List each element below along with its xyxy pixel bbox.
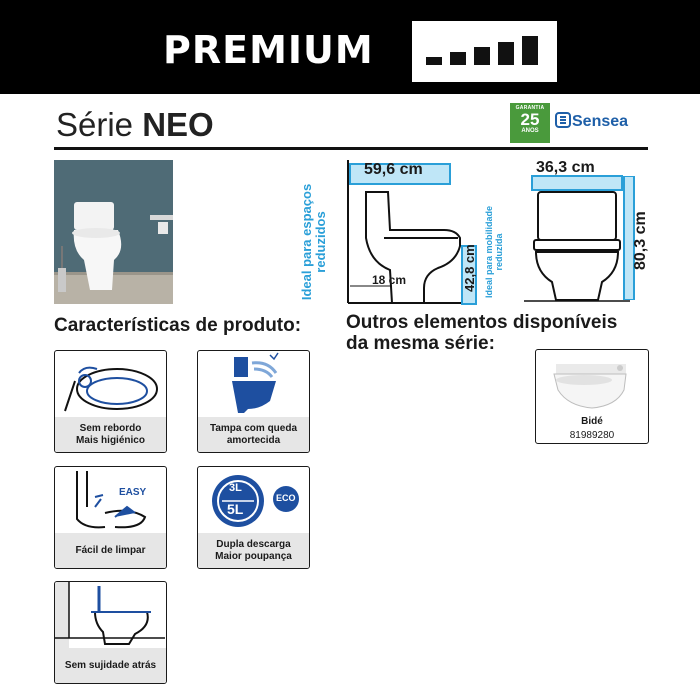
other-elements-line1: Outros elementos disponíveis	[346, 312, 618, 333]
side-view-drawing	[340, 158, 480, 306]
feature-label-line1: Fácil de limpar	[75, 545, 146, 556]
feature-label-line1: Tampa com queda	[209, 423, 298, 434]
product-photo	[54, 160, 173, 304]
flush-large-label: 5L	[227, 501, 244, 517]
bide-image	[536, 350, 647, 414]
height-label: 80,3 cm	[632, 211, 649, 270]
rear-gap-label: 18 cm	[372, 273, 407, 287]
feature-label-line2: Mais higiénico	[76, 435, 145, 446]
other-elements-heading	[346, 312, 617, 354]
divider	[54, 147, 648, 150]
warranty-top-text: GARANTIA	[515, 105, 545, 111]
soft-close-lid-icon	[198, 351, 309, 417]
series-title	[56, 106, 214, 144]
seat-height-label: 42,8 cm	[462, 244, 477, 292]
feature-label-line1: Sem sujidade atrás	[64, 660, 157, 671]
feature-label-line1: Dupla descarga	[216, 539, 291, 550]
reduced-spaces-text: Ideal para espaços reduzidos	[299, 183, 328, 301]
warranty-years: 25	[520, 110, 540, 129]
easy-clean-icon	[55, 467, 166, 533]
reduced-mobility-note	[484, 194, 504, 310]
feature-label-line2: amortecida	[226, 435, 281, 446]
eco-label: ECO	[276, 493, 296, 503]
warranty-badge	[510, 103, 550, 143]
related-product-code: 81989280	[569, 430, 615, 441]
feature-label-line1: Sem rebordo	[79, 423, 142, 434]
feature-card-easy-clean	[54, 466, 167, 569]
related-product-name: Bidé	[581, 416, 603, 427]
reduced-mobility-text: Ideal para mobilidade reduzida	[484, 205, 504, 299]
feature-card-rimless	[54, 350, 167, 453]
feature-label-line2: Maior poupança	[215, 551, 292, 562]
rimless-bowl-icon	[55, 351, 166, 417]
feature-card-dual-flush	[197, 466, 310, 569]
other-elements-line2: da mesma série:	[346, 333, 495, 354]
back-to-wall-icon	[55, 582, 166, 648]
premium-title: PREMIUM	[163, 28, 374, 72]
warranty-unit: ANOS	[521, 128, 539, 134]
feature-card-back-to-wall	[54, 581, 167, 684]
reduced-spaces-note	[300, 166, 328, 302]
series-prefix: Série	[56, 106, 134, 143]
easy-tag: EASY	[119, 487, 147, 498]
dual-flush-icon	[198, 467, 309, 533]
stepped-bars-rating-icon	[412, 21, 557, 82]
series-name: NEO	[142, 106, 214, 143]
front-view-drawing	[522, 172, 632, 304]
characteristics-heading: Características de produto:	[54, 315, 302, 336]
brand-logo-icon	[555, 112, 571, 133]
width-label: 36,3 cm	[536, 159, 595, 176]
flush-small-label: 3L	[229, 482, 242, 494]
depth-label: 59,6 cm	[364, 161, 423, 178]
brand-name: Sensea	[572, 113, 629, 130]
feature-card-soft-close	[197, 350, 310, 453]
